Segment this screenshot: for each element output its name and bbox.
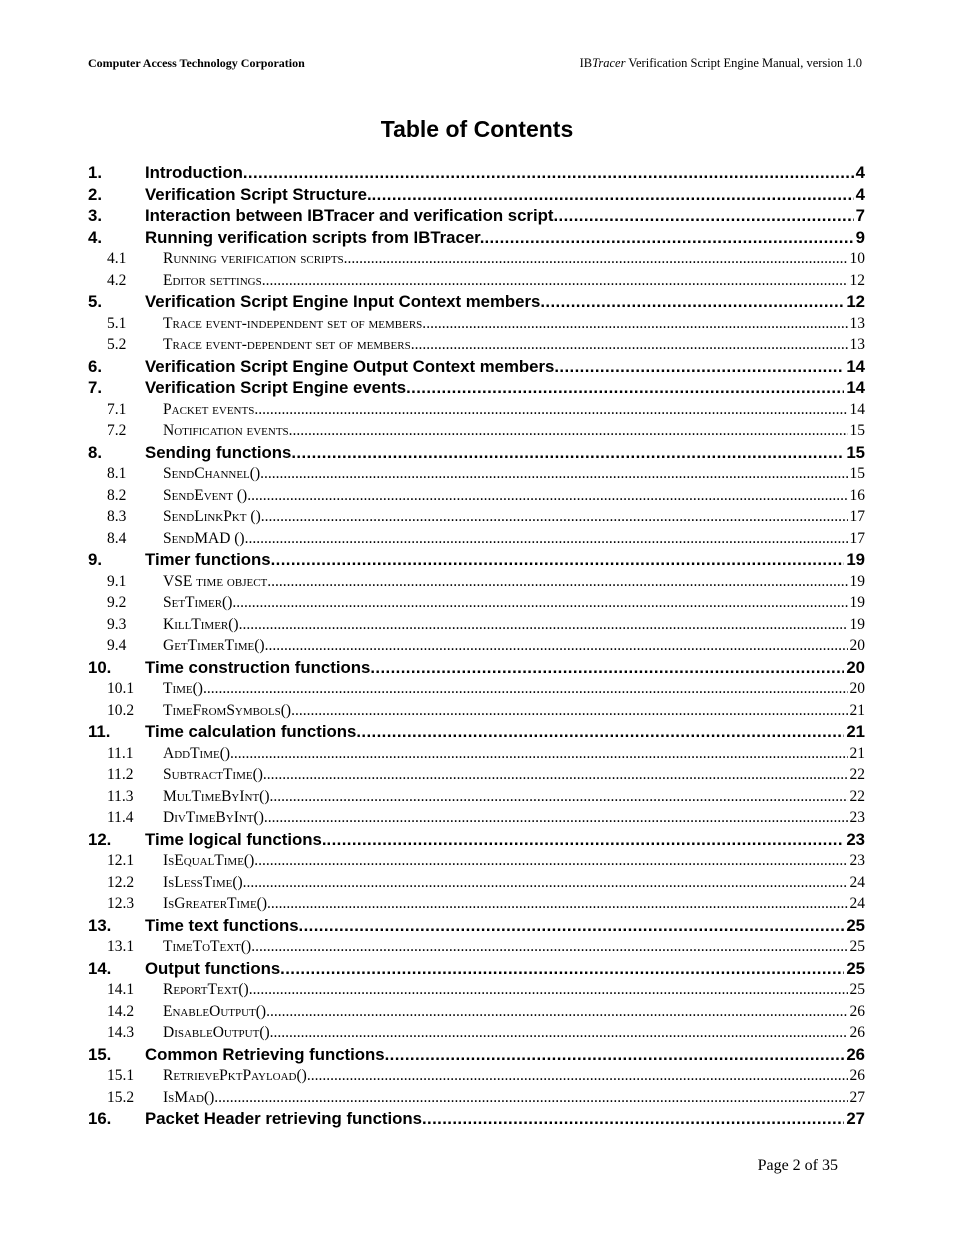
toc-entry-page: 21 [849, 701, 865, 719]
toc-entry-page: 15 [846, 442, 865, 462]
toc-entry-number: 8.1 [107, 465, 127, 482]
toc-entry-title: AddTime() [163, 744, 231, 762]
toc-entry-number: 7.2 [107, 422, 127, 439]
toc-subsection-entry[interactable] [88, 1022, 865, 1044]
toc-dot-leader [307, 1065, 848, 1087]
toc-entry-title: TimeFromSymbols() [163, 701, 292, 719]
toc-dot-leader [266, 270, 848, 292]
toc-dot-leader [260, 463, 847, 485]
toc-entry-title: GetTimerTime() [163, 637, 265, 654]
toc-entry-page: 21 [846, 722, 865, 741]
toc-entry-number: 12.3 [107, 895, 135, 912]
toc-section-entry[interactable] [88, 442, 865, 464]
toc-dot-leader [291, 442, 844, 464]
toc-entry-number: 9.4 [107, 637, 127, 654]
toc-dot-leader [239, 614, 848, 636]
toc-entry-page: 15 [849, 465, 865, 482]
toc-entry-number: 10. [88, 657, 112, 677]
toc-dot-leader [261, 506, 848, 528]
toc-dot-leader [553, 205, 853, 227]
toc-subsection-entry[interactable] [88, 807, 865, 829]
toc-entry-page: 15 [849, 422, 865, 439]
toc-entry-page: 14 [846, 356, 865, 376]
toc-entry-title: SendChannel() [163, 465, 261, 482]
toc-entry-page: 26 [849, 1067, 865, 1084]
toc-entry-page: 13 [849, 314, 865, 332]
toc-dot-leader [385, 1044, 845, 1066]
toc-entry-title: SetTimer() [163, 594, 233, 611]
toc-entry-page: 10 [849, 250, 865, 267]
toc-subsection-entry[interactable] [88, 463, 865, 485]
header-manual-prefix: IB [579, 56, 593, 70]
toc-entry-number: 8.3 [107, 508, 127, 525]
toc-entry-title: Notification events. [163, 422, 293, 439]
toc-entry-number: 4.2 [107, 271, 127, 289]
toc-entry-page: 4 [855, 163, 865, 182]
table-of-contents [88, 162, 865, 1130]
header-manual-suffix: Verification Script Engine Manual, version 1.0 [625, 56, 862, 70]
toc-entry-page: 9 [855, 227, 865, 247]
toc-entry-page: 26 [849, 1002, 865, 1020]
toc-section-entry[interactable] [88, 291, 865, 313]
toc-entry-number: 4.1 [107, 250, 127, 267]
toc-entry-page: 13 [849, 336, 865, 353]
toc-entry-number: 1. [88, 163, 102, 182]
toc-entry-page: 24 [849, 895, 865, 912]
toc-subsection-entry[interactable] [88, 893, 865, 915]
toc-section-entry[interactable] [88, 829, 865, 851]
toc-subsection-entry[interactable] [88, 506, 865, 528]
toc-entry-title: Output functions [145, 958, 281, 978]
toc-section-entry[interactable] [88, 227, 865, 249]
toc-dot-leader [243, 872, 848, 894]
toc-dot-leader [266, 1001, 847, 1023]
toc-entry-number: 9.2 [107, 594, 127, 611]
toc-subsection-entry[interactable] [88, 334, 865, 356]
toc-dot-leader [243, 162, 854, 184]
toc-entry-number: 6. [88, 356, 102, 376]
toc-entry-page: 23 [849, 852, 865, 869]
toc-entry-title: DivTimeByInt() [163, 809, 264, 826]
toc-entry-number: 11.2 [107, 766, 134, 783]
toc-entry-page: 27 [849, 1088, 865, 1106]
toc-entry-number: 12.1 [107, 852, 135, 869]
toc-subsection-entry[interactable] [88, 936, 865, 958]
toc-section-entry[interactable] [88, 377, 865, 399]
toc-subsection-entry[interactable] [88, 270, 865, 292]
toc-section-entry[interactable] [88, 721, 865, 743]
toc-dot-leader [265, 635, 848, 657]
toc-entry-title: Time construction functions [145, 657, 371, 677]
toc-entry-number: 13. [88, 915, 112, 935]
toc-entry-number: 12. [88, 829, 112, 849]
toc-entry-number: 7. [88, 378, 102, 397]
toc-dot-leader [293, 420, 848, 442]
toc-entry-title: Common Retrieving functions [145, 1044, 385, 1064]
toc-section-entry[interactable] [88, 657, 865, 679]
toc-subsection-entry[interactable] [88, 635, 865, 657]
toc-entry-number: 5.2 [107, 336, 127, 353]
toc-entry-page: 14 [846, 378, 865, 397]
toc-entry-page: 25 [846, 915, 865, 935]
toc-dot-leader [370, 657, 844, 679]
toc-entry-number: 14.3 [107, 1024, 135, 1041]
toc-dot-leader [267, 571, 847, 593]
toc-entry-number: 14.2 [107, 1002, 135, 1020]
toc-subsection-entry[interactable] [88, 592, 865, 614]
toc-dot-leader [247, 485, 847, 507]
toc-entry-title: Time logical functions. [145, 829, 327, 849]
header-manual-italic: Tracer [592, 56, 626, 70]
toc-dot-leader [230, 743, 847, 765]
toc-entry-number: 11.3 [107, 787, 134, 805]
toc-section-entry[interactable] [88, 958, 865, 980]
toc-subsection-entry[interactable] [88, 420, 865, 442]
toc-subsection-entry[interactable] [88, 528, 865, 550]
toc-dot-leader [426, 313, 847, 335]
toc-dot-leader [270, 786, 848, 808]
toc-subsection-entry[interactable] [88, 1001, 865, 1023]
toc-entry-title: Time() [163, 680, 203, 697]
toc-entry-title: Packet Header retrieving functions [145, 1109, 422, 1128]
toc-entry-title: VSE time object [163, 572, 268, 590]
toc-entry-title: Verification Script Engine Input Context members [145, 292, 541, 311]
toc-dot-leader [406, 377, 844, 399]
toc-entry-number: 9.3 [107, 615, 127, 633]
toc-subsection-entry[interactable] [88, 485, 865, 507]
toc-entry-page: 7 [855, 206, 865, 225]
toc-dot-leader [258, 399, 847, 421]
toc-dot-leader [372, 184, 854, 206]
toc-entry-title: Time text functions [145, 915, 299, 935]
toc-dot-leader [280, 958, 844, 980]
toc-entry-page: 27 [846, 1109, 865, 1128]
toc-dot-leader [232, 592, 847, 614]
header-manual-title [580, 56, 862, 71]
toc-subsection-entry[interactable] [88, 872, 865, 894]
toc-entry-title: RetrievePktPayload() [163, 1067, 307, 1084]
toc-entry-title: Running verification scripts. [163, 250, 348, 267]
toc-subsection-entry[interactable] [88, 979, 865, 1001]
toc-entry-title: Time calculation functions [145, 722, 357, 741]
toc-dot-leader [254, 850, 847, 872]
toc-section-entry[interactable] [88, 356, 865, 378]
toc-entry-title: SubtractTime() [163, 766, 263, 783]
toc-entry-number: 4. [88, 227, 102, 247]
toc-dot-leader [484, 227, 853, 249]
toc-entry-title: Running verification scripts from IBTracer. [145, 227, 485, 247]
toc-entry-title: Trace event-independent set of members. [163, 314, 427, 332]
toc-section-entry[interactable] [88, 549, 865, 571]
toc-entry-page: 25 [846, 958, 865, 978]
toc-entry-page: 22 [849, 787, 865, 805]
toc-entry-title: Packet events. [163, 400, 259, 418]
toc-dot-leader [251, 936, 847, 958]
toc-subsection-entry[interactable] [88, 850, 865, 872]
toc-entry-number: 14.1 [107, 981, 135, 998]
toc-entry-page: 21 [849, 744, 865, 762]
toc-entry-page: 20 [849, 680, 865, 697]
toc-entry-page: 24 [849, 873, 865, 891]
toc-entry-title: MulTimeByInt() [163, 787, 270, 805]
toc-subsection-entry[interactable] [88, 399, 865, 421]
toc-entry-title: IsGreaterTime() [163, 895, 267, 912]
toc-entry-title: ReportText() [163, 981, 249, 998]
toc-entry-number: 10.1 [107, 680, 135, 697]
toc-entry-number: 5. [88, 292, 102, 311]
toc-section-entry[interactable] [88, 184, 865, 206]
toc-subsection-entry[interactable] [88, 614, 865, 636]
toc-section-entry[interactable] [88, 162, 865, 184]
toc-entry-number: 11.4 [107, 809, 134, 826]
toc-entry-page: 12 [849, 271, 865, 289]
toc-entry-page: 26 [849, 1024, 865, 1041]
toc-dot-leader [264, 807, 848, 829]
toc-entry-page: 25 [849, 981, 865, 998]
toc-entry-number: 14. [88, 958, 112, 978]
toc-entry-page: 23 [846, 829, 865, 849]
toc-dot-leader [415, 334, 848, 356]
toc-entry-title: DisableOutput() [163, 1024, 270, 1041]
toc-entry-number: 5.1 [107, 314, 127, 332]
toc-section-entry[interactable] [88, 1108, 865, 1130]
toc-entry-page: 17 [849, 508, 865, 525]
toc-dot-leader [554, 356, 844, 378]
toc-entry-page: 19 [849, 572, 865, 590]
toc-subsection-entry[interactable] [88, 700, 865, 722]
toc-dot-leader [299, 915, 845, 937]
toc-entry-page: 20 [846, 657, 865, 677]
toc-entry-title: IsMad() [163, 1088, 215, 1106]
toc-entry-number: 3. [88, 206, 102, 225]
toc-entry-page: 16 [849, 486, 865, 504]
toc-dot-leader [356, 721, 844, 743]
toc-entry-title: Interaction between IBTracer and verification script [145, 206, 554, 225]
toc-dot-leader [422, 1108, 844, 1130]
toc-entry-title: Verification Script Engine Output Context members [145, 356, 555, 376]
toc-subsection-entry[interactable] [88, 571, 865, 593]
toc-section-entry[interactable] [88, 205, 865, 227]
toc-entry-title: Verification Script Engine events [145, 378, 407, 397]
toc-entry-number: 10.2 [107, 701, 135, 719]
page-number: Page 2 of 35 [757, 1157, 838, 1174]
toc-entry-title: Sending functions [145, 442, 292, 462]
toc-dot-leader [270, 1022, 848, 1044]
toc-section-entry[interactable] [88, 1044, 865, 1066]
toc-subsection-entry[interactable] [88, 1065, 865, 1087]
toc-entry-number: 9. [88, 550, 102, 569]
toc-entry-title: EnableOutput() [163, 1002, 267, 1020]
toc-entry-number: 12.2 [107, 873, 135, 891]
toc-subsection-entry[interactable] [88, 743, 865, 765]
header-company: Computer Access Technology Corporation [88, 56, 305, 70]
toc-entry-page: 19 [846, 550, 865, 569]
toc-entry-number: 8. [88, 442, 102, 462]
toc-entry-number: 9.1 [107, 572, 127, 590]
toc-entry-title: Introduction [145, 163, 243, 182]
toc-entry-title: IsLessTime() [163, 873, 243, 891]
toc-entry-title: TimeToText() [163, 938, 252, 955]
toc-entry-title: SendMAD () [163, 529, 245, 547]
toc-entry-title: SendLinkPkt () [163, 508, 261, 525]
toc-entry-title: Verification Script Structure. [145, 184, 372, 204]
toc-subsection-entry[interactable] [88, 786, 865, 808]
toc-dot-leader [267, 893, 848, 915]
toc-entry-title: IsEqualTime() [163, 852, 255, 869]
toc-entry-page: 20 [849, 637, 865, 654]
toc-entry-page: 17 [849, 529, 865, 547]
toc-entry-number: 2. [88, 184, 102, 204]
toc-dot-leader [245, 528, 848, 550]
toc-entry-title: Trace event-dependent set of members. [163, 336, 415, 353]
toc-entry-page: 12 [846, 292, 865, 311]
toc-entry-number: 11. [88, 722, 111, 741]
toc-subsection-entry[interactable] [88, 764, 865, 786]
toc-entry-number: 15.1 [107, 1067, 135, 1084]
toc-dot-leader [327, 829, 845, 851]
toc-subsection-entry[interactable] [88, 678, 865, 700]
toc-entry-page: 22 [849, 766, 865, 783]
toc-subsection-entry[interactable] [88, 313, 865, 335]
toc-entry-page: 19 [849, 615, 865, 633]
toc-entry-number: 8.4 [107, 529, 127, 547]
toc-subsection-entry[interactable] [88, 1087, 865, 1109]
toc-entry-page: 25 [849, 938, 865, 955]
toc-entry-title: Editor settings. [163, 271, 266, 289]
page-title: Table of Contents [380, 116, 574, 142]
toc-dot-leader [271, 549, 845, 571]
toc-entry-number: 13.1 [107, 938, 135, 955]
toc-entry-number: 15.2 [107, 1088, 135, 1106]
toc-entry-number: 7.1 [107, 400, 127, 418]
toc-dot-leader [348, 248, 848, 270]
toc-entry-page: 4 [855, 184, 865, 204]
toc-entry-title: Timer functions [145, 550, 271, 569]
toc-dot-leader [540, 291, 844, 313]
toc-entry-number: 8.2 [107, 486, 127, 504]
toc-entry-page: 14 [849, 400, 865, 418]
toc-entry-title: KillTimer() [163, 615, 239, 633]
toc-dot-leader [203, 678, 848, 700]
toc-entry-number: 16. [88, 1109, 112, 1128]
toc-dot-leader [263, 764, 848, 786]
toc-entry-page: 19 [849, 594, 865, 611]
toc-entry-page: 26 [846, 1044, 865, 1064]
toc-entry-number: 15. [88, 1044, 112, 1064]
toc-dot-leader [249, 979, 848, 1001]
toc-subsection-entry[interactable] [88, 248, 865, 270]
toc-dot-leader [214, 1087, 847, 1109]
toc-entry-number: 11.1 [107, 744, 134, 762]
toc-section-entry[interactable] [88, 915, 865, 937]
toc-entry-title: SendEvent () [163, 486, 248, 504]
toc-dot-leader [291, 700, 847, 722]
toc-entry-page: 23 [849, 809, 865, 826]
